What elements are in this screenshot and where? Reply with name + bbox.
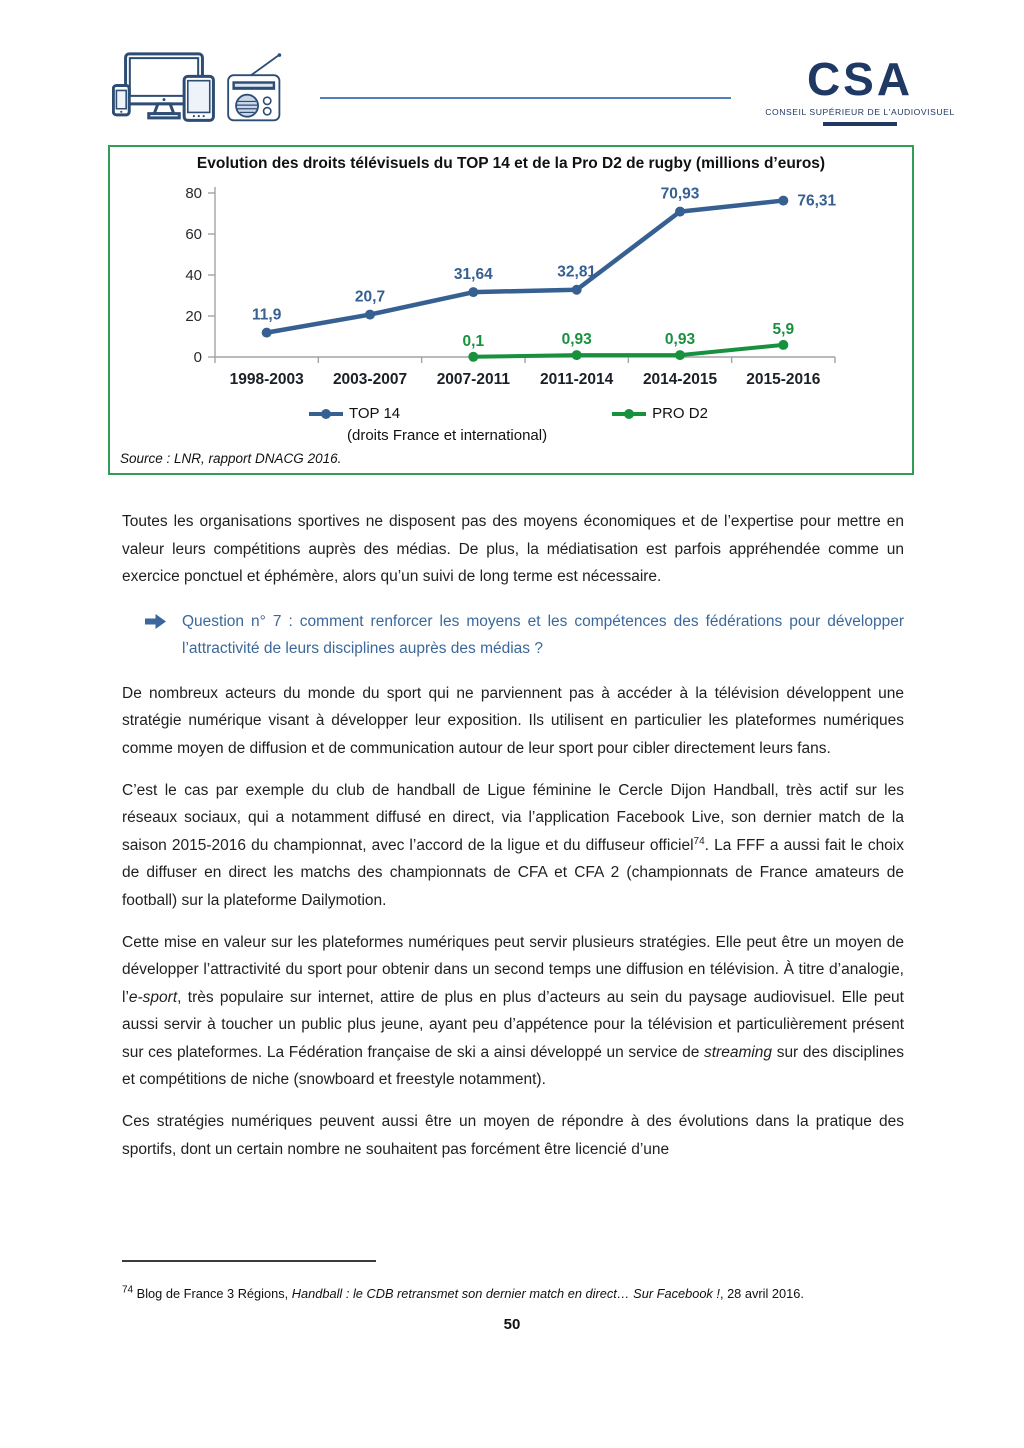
chart-legend <box>120 405 902 444</box>
question-callout <box>122 608 904 663</box>
paragraph: Ces stratégies numériques peuvent aussi être un moyen de répondre à des évolutions dans la pratique des sportifs, dont un certain nombre ne souhaitent pas forcément être licencié d’une <box>122 1112 904 1158</box>
legend-label-top14: TOP 14 <box>349 405 401 422</box>
screens-devices-icon <box>112 52 216 129</box>
legend-label-prod2: PRO D2 <box>652 405 708 422</box>
svg-text:11,9: 11,9 <box>252 306 282 324</box>
chart-title: Evolution des droits télévisuels du TOP 14 et de la Pro D2 de rugby (millions d’euros) <box>196 155 826 172</box>
svg-text:32,81: 32,81 <box>557 263 597 281</box>
csa-logo <box>758 53 962 126</box>
page-body <box>122 508 904 1177</box>
paragraph: Toutes les organisations sportives ne disposent pas des moyens économiques et de l’expertise pour mettre en valeur leurs compétitions auprès des médias. De plus, la médiatisation est parfois appréhendée comme un exercice ponctuel et éphémère, alors qu’un suivi de long terme est nécessaire. <box>122 513 904 586</box>
svg-text:5,9: 5,9 <box>772 320 795 338</box>
svg-text:31,64: 31,64 <box>453 266 493 284</box>
svg-text:2014-2015: 2014-2015 <box>642 371 718 388</box>
svg-text:2007-2011: 2007-2011 <box>436 371 510 388</box>
svg-text:0,93: 0,93 <box>664 331 696 349</box>
svg-text:1998-2003: 1998-2003 <box>229 371 304 388</box>
svg-text:0,1: 0,1 <box>462 332 485 350</box>
svg-text:60: 60 <box>185 226 202 243</box>
paragraph: C’est le cas par exemple du club de handball de Ligue féminine le Cercle Dijon Handball, très actif sur les réseaux sociaux, qui a notamment diffusé en direct, via l’application Facebook Live, son dernier match de la saison 2015-2016 du championnat, avec l’accord de la ligue et du diffuseur officiel$^{74}$. La FFF a aussi fait le choix de diffuser en direct les matchs des championnats de CFA et CFA 2 (championnats de France amateurs de football) sur la plateforme Dailymotion. <box>122 781 905 909</box>
svg-text:0: 0 <box>193 349 202 366</box>
prod2-legend-marker-icon <box>611 408 647 420</box>
svg-text:2015-2016: 2015-2016 <box>746 371 821 388</box>
top14-legend-marker-icon <box>308 408 344 420</box>
csa-logo-subtitle: CONSEIL SUPÉRIEUR DE L'AUDIOVISUEL <box>765 107 955 117</box>
svg-text:76,31: 76,31 <box>797 192 837 210</box>
paragraph: De nombreux acteurs du monde du sport qui ne parviennent pas à accéder à la télévision développent une stratégie numérique visant à développer leur exposition. Ils utilisent en particulier les plateformes numériques comme moyen de diffusion et de communication autour de leur sport pour cibler directement leurs fans. <box>122 684 904 758</box>
svg-text:2011-2014: 2011-2014 <box>540 371 614 388</box>
radio-icon <box>224 52 286 129</box>
chart-source: Source : LNR, rapport DNACG 2016. <box>120 451 342 466</box>
svg-text:0,93: 0,93 <box>561 331 592 349</box>
svg-text:80: 80 <box>185 185 202 202</box>
svg-text:40: 40 <box>185 267 202 284</box>
legend-entry-top14 <box>308 405 547 444</box>
chart-plot <box>120 175 902 403</box>
chart-box <box>108 145 914 475</box>
svg-text:20: 20 <box>185 308 202 325</box>
legend-subtitle-top14: (droits France et international) <box>347 427 548 444</box>
page-number: 50 <box>503 1316 521 1333</box>
footnote: $^{74}$ Blog de France 3 Régions, Handball : le CDB retransmet son dernier match en direct… Sur Facebook !, 28 avril 2016. <box>122 1284 804 1301</box>
svg-text:2003-2007: 2003-2007 <box>332 371 408 388</box>
legend-entry-prod2 <box>611 405 708 422</box>
footnote-separator <box>122 1260 376 1262</box>
svg-text:70,93: 70,93 <box>660 185 700 203</box>
csa-logo-underline <box>823 122 897 126</box>
paragraph: Cette mise en valeur sur les plateformes numériques peut servir plusieurs stratégies. Elle peut être un moyen de développer l’attractivité du sport pour obtenir dans un second temps une diffusion en télévision. À titre d’analogie, l’e-sport, très populaire sur internet, attire de plus en plus d’acteurs au sein du paysage audiovisuel. Elle peut aussi servir à toucher un public plus jeune, ayant peu d’appétence pour la télévision et particulièrement présent sur ces plateformes. La Fédération française de ski a ainsi développé un service de streaming sur des disciplines et compétitions de niche (snowboard et freestyle notamment). <box>122 933 905 1089</box>
arrow-right-icon <box>145 614 166 629</box>
csa-logo-text: CSA <box>806 53 914 105</box>
svg-text:20,7: 20,7 <box>354 288 386 306</box>
header-divider-line <box>320 97 731 99</box>
question-text: Question n° 7 : comment renforcer les moyens et les compétences des fédérations pour développer l’attractivité de leurs disciplines auprès des médias ? <box>182 612 904 658</box>
